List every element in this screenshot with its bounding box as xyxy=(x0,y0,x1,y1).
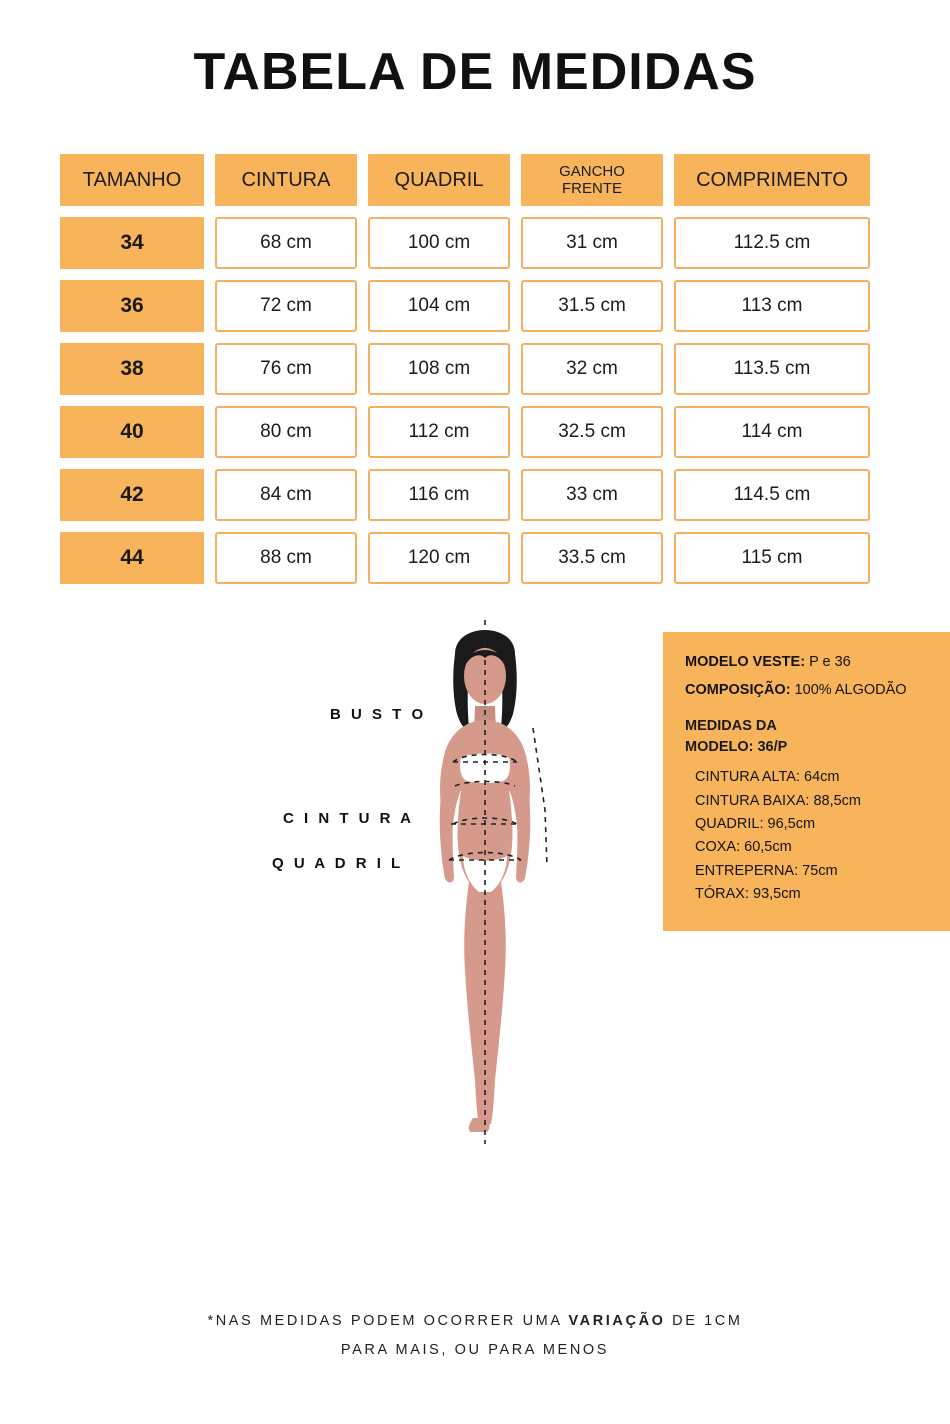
cell-comprimento: 114 cm xyxy=(674,406,870,458)
composicao-line xyxy=(685,682,943,698)
list-item: CINTURA BAIXA: 88,5cm xyxy=(695,792,861,809)
table-row xyxy=(60,217,890,269)
footer-line-1-c: DE 1CM xyxy=(665,1313,743,1330)
cell-cintura: 80 cm xyxy=(215,406,357,458)
measurements-table xyxy=(60,154,890,584)
cell-tamanho: 34 xyxy=(60,217,204,269)
cell-cintura: 68 cm xyxy=(215,217,357,269)
cell-quadril: 104 cm xyxy=(368,280,510,332)
cell-comprimento: 115 cm xyxy=(674,532,870,584)
cell-quadril: 120 cm xyxy=(368,532,510,584)
table-row xyxy=(60,469,890,521)
table-row xyxy=(60,280,890,332)
modelo-veste-value: P e 36 xyxy=(805,654,851,670)
cell-comprimento: 113.5 cm xyxy=(674,343,870,395)
list-item: COXA: 60,5cm xyxy=(695,839,792,856)
cell-quadril: 116 cm xyxy=(368,469,510,521)
column-header-quadril: QUADRIL xyxy=(368,154,510,206)
cell-gancho: 32 cm xyxy=(521,343,663,395)
table-row xyxy=(60,406,890,458)
footer-line-1 xyxy=(0,1307,950,1335)
medidas-modelo-title-line1: MEDIDAS DA xyxy=(685,718,777,734)
label-cintura: C I N T U R A xyxy=(283,810,414,827)
cell-tamanho: 40 xyxy=(60,406,204,458)
cell-gancho: 33 cm xyxy=(521,469,663,521)
list-item: CINTURA ALTA: 64cm xyxy=(695,769,840,786)
column-header-cintura: CINTURA xyxy=(215,154,357,206)
footer-emphasis: VARIAÇÃO xyxy=(568,1313,666,1330)
cell-comprimento: 114.5 cm xyxy=(674,469,870,521)
cell-comprimento: 113 cm xyxy=(674,280,870,332)
cell-cintura: 72 cm xyxy=(215,280,357,332)
medidas-modelo-list xyxy=(685,766,943,907)
modelo-veste-label: MODELO VESTE: xyxy=(685,654,806,670)
cell-cintura: 84 cm xyxy=(215,469,357,521)
model-info-box xyxy=(663,632,950,931)
cell-tamanho: 42 xyxy=(60,469,204,521)
cell-quadril: 100 cm xyxy=(368,217,510,269)
modelo-veste-line xyxy=(685,654,943,670)
page-title: TABELA DE MEDIDAS xyxy=(193,43,757,101)
cell-cintura: 88 cm xyxy=(215,532,357,584)
composicao-label: COMPOSIÇÃO: xyxy=(685,682,791,698)
medidas-modelo-title xyxy=(685,716,943,758)
cell-gancho: 31 cm xyxy=(521,217,663,269)
cell-comprimento: 112.5 cm xyxy=(674,217,870,269)
label-busto: B U S T O xyxy=(330,706,427,723)
composicao-value: 100% ALGODÃO xyxy=(790,682,907,698)
cell-cintura: 76 cm xyxy=(215,343,357,395)
cell-gancho: 32.5 cm xyxy=(521,406,663,458)
cell-quadril: 108 cm xyxy=(368,343,510,395)
column-header-gancho-line1: GANCHO xyxy=(559,162,625,180)
list-item: QUADRIL: 96,5cm xyxy=(695,816,816,832)
label-quadril: Q U A D R I L xyxy=(272,855,404,872)
column-header-gancho-line2: FRENTE xyxy=(562,180,622,197)
table-row xyxy=(60,343,890,395)
cell-gancho: 31.5 cm xyxy=(521,280,663,332)
cell-gancho: 33.5 cm xyxy=(521,532,663,584)
footer-line-2: PARA MAIS, OU PARA MENOS xyxy=(340,1341,610,1358)
column-header-comprimento: COMPRIMENTO xyxy=(674,154,870,206)
female-body-illustration xyxy=(395,610,575,1170)
column-header-gancho-frente xyxy=(521,154,663,206)
cell-tamanho: 44 xyxy=(60,532,204,584)
cell-tamanho: 36 xyxy=(60,280,204,332)
footer-line-1-a: *NAS MEDIDAS PODEM OCORRER UMA xyxy=(207,1313,569,1330)
cell-tamanho: 38 xyxy=(60,343,204,395)
table-row xyxy=(60,532,890,584)
figure-section xyxy=(0,610,950,1170)
column-header-tamanho: TAMANHO xyxy=(60,154,204,206)
table-header-row xyxy=(60,154,890,206)
cell-quadril: 112 cm xyxy=(368,406,510,458)
list-item: TÓRAX: 93,5cm xyxy=(695,886,801,903)
footer-note xyxy=(0,1307,950,1364)
list-item: ENTREPERNA: 75cm xyxy=(695,862,838,879)
medidas-modelo-title-line2: MODELO: 36/P xyxy=(685,739,788,756)
